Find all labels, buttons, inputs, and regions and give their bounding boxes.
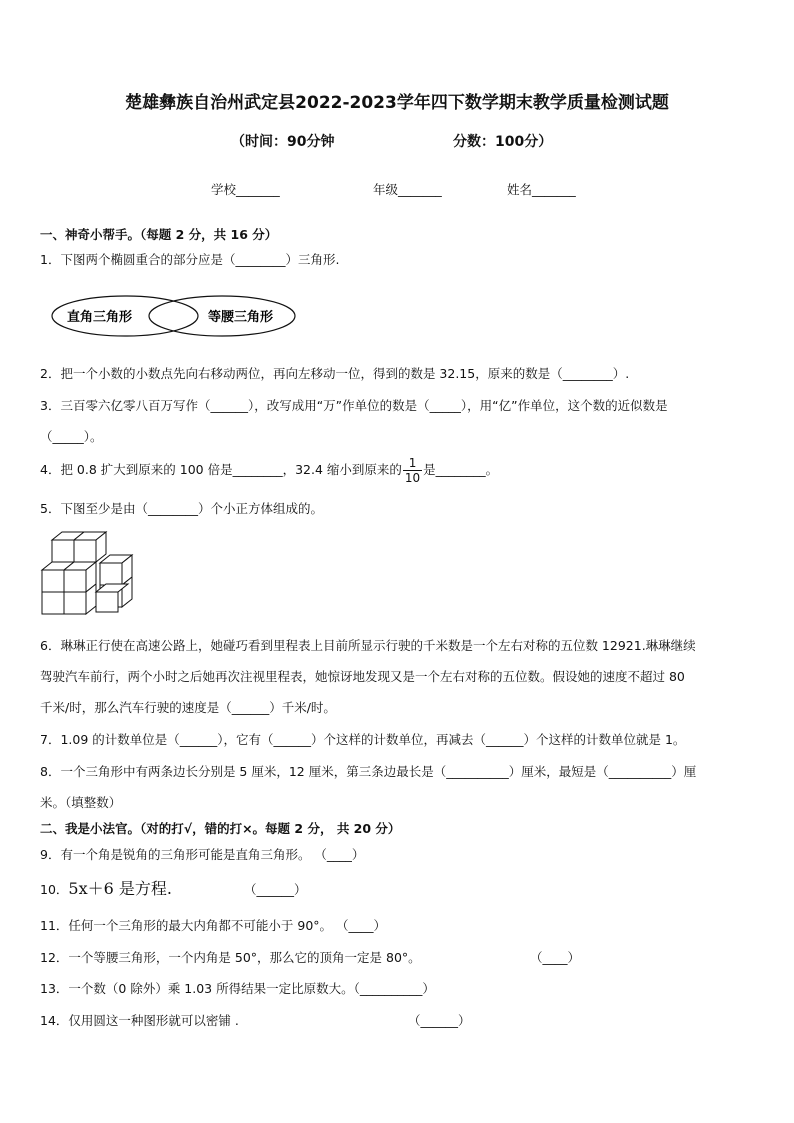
question-6-line-2: 驾驶汽车前行，两个小时之后她再次注视里程表，她惊讶地发现又是一个左右对称的五位数。假设她的速度不超过 80	[40, 669, 685, 684]
question-8-line-2: 米。（填整数）	[40, 795, 122, 810]
venn-right-label: 等腰三角形	[208, 310, 274, 325]
school-label: 学校	[211, 182, 237, 197]
question-8-line-1: 8．一个三角形中有两条边长分别是 5 厘米，12 厘米，第三条边最长是（__________）厘米，最短是（__________）厘	[40, 764, 697, 779]
name-field	[507, 180, 576, 198]
question-4-part-2: 是________。	[423, 462, 499, 477]
question-4	[40, 456, 498, 485]
venn-left-label: 直角三角形	[67, 310, 133, 325]
section-2-heading: 二、我是小法官。（对的打√，错的打×。每题 2 分， 共 20 分）	[40, 821, 401, 836]
cubes-figure	[38, 530, 138, 622]
grade-label: 年级	[373, 182, 399, 197]
grade-blank: _______	[398, 182, 442, 197]
question-14: 14．仅用圆这一种图形就可以密铺 .	[40, 1013, 239, 1028]
question-3-line-2: （_____）。	[40, 429, 103, 444]
question-9: 9．有一个角是锐角的三角形可能是直角三角形。 （____）	[40, 847, 365, 862]
score-label: 分数：100分）	[453, 134, 553, 150]
equation-expression: 5x＋6	[68, 879, 114, 898]
question-13: 13．一个数（0 除外）乘 1.03 所得结果一定比原数大。（__________）	[40, 981, 435, 996]
question-11: 11．任何一个三角形的最大内角都不可能小于 90°。 （____）	[40, 918, 387, 933]
name-blank: _______	[532, 182, 576, 197]
question-10	[40, 876, 172, 899]
question-10-number: 10．	[40, 882, 69, 897]
time-label: （时间：90分钟	[231, 134, 335, 150]
question-6-line-3: 千米/时，那么汽车行驶的速度是（______）千米/时。	[40, 700, 336, 715]
question-4-part-1: 4．把 0.8 扩大到原来的 100 倍是________，32.4 缩小到原来的	[40, 462, 402, 477]
section-1-heading: 一、神奇小帮手。（每题 2 分，共 16 分）	[40, 227, 278, 242]
question-3-line-1: 3．三百零六亿零八百万写作（______），改写成用“万”作单位的数是（_____），用“亿”作单位，这个数的近似数是	[40, 398, 668, 413]
fraction-one-tenth	[403, 456, 422, 485]
school-blank: _______	[236, 182, 280, 197]
grade-field	[373, 180, 442, 198]
venn-diagram	[50, 294, 300, 340]
question-1: 1．下图两个椭圆重合的部分应是（________）三角形.	[40, 252, 340, 267]
question-6-line-1: 6．琳琳正行使在高速公路上，她碰巧看到里程表上目前所显示行驶的千米数是一个左右对称的五位数 12921.琳琳继续	[40, 638, 696, 653]
question-10-blank: （______）	[244, 882, 307, 897]
question-12: 12．一个等腰三角形，一个内角是 50°，那么它的顶角一定是 80°。	[40, 950, 421, 965]
name-label: 姓名	[507, 182, 533, 197]
question-12-blank: （____）	[530, 950, 581, 965]
question-2: 2．把一个小数的小数点先向右移动两位，再向左移动一位，得到的数是 32.15，原来的数是（________）.	[40, 366, 630, 381]
question-14-blank: （______）	[408, 1013, 471, 1028]
school-field	[211, 180, 280, 198]
fraction-numerator: 1	[403, 456, 422, 471]
question-5: 5．下图至少是由（________）个小正方体组成的。	[40, 501, 323, 516]
page-title: 楚雄彝族自治州武定县2022-2023学年四下数学期末教学质量检测试题	[125, 93, 669, 113]
question-7: 7．1.09 的计数单位是（______），它有（______）个这样的计数单位，再减去（______）个这样的计数单位就是 1。	[40, 732, 686, 747]
question-10-text: 是方程.	[113, 879, 172, 898]
fraction-denominator: 10	[404, 471, 421, 485]
